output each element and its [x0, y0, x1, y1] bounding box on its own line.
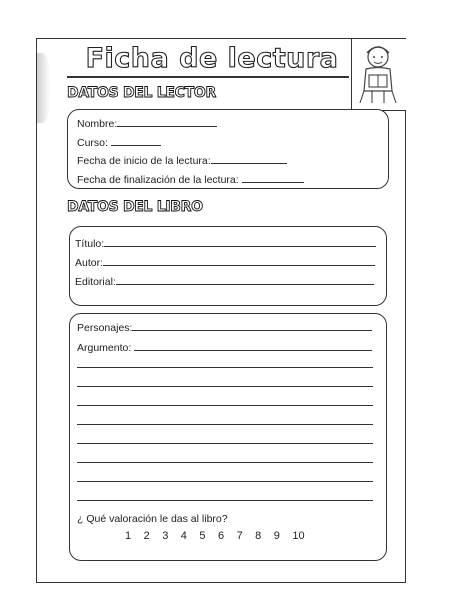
- rating-option[interactable]: 8: [255, 530, 262, 542]
- end-date-line: [242, 173, 304, 183]
- rating-scale: [125, 530, 311, 542]
- start-date-field[interactable]: [77, 154, 287, 167]
- reader-section-heading: DATOS DEL LECTOR: [67, 85, 216, 101]
- start-date-label: Fecha de inicio de la lectura:: [77, 155, 211, 167]
- author-label: Autor:: [75, 257, 104, 269]
- title-field[interactable]: [75, 237, 376, 250]
- title-line: [104, 237, 376, 247]
- characters-field[interactable]: [77, 321, 372, 334]
- author-field[interactable]: [75, 256, 375, 269]
- name-field[interactable]: [77, 117, 217, 130]
- rating-option[interactable]: 2: [143, 530, 150, 542]
- publisher-line: [116, 275, 374, 285]
- rating-option[interactable]: 3: [162, 530, 169, 542]
- rating-option[interactable]: 1: [125, 530, 132, 542]
- rating-option[interactable]: 5: [199, 530, 206, 542]
- page-curl-decoration: [37, 53, 51, 123]
- plot-label: Argumento:: [77, 342, 132, 354]
- characters-label: Personajes:: [77, 322, 133, 334]
- end-date-label: Fecha de finalización de la lectura:: [77, 174, 239, 186]
- rating-option[interactable]: 4: [180, 530, 187, 542]
- writing-line[interactable]: [77, 386, 373, 387]
- writing-line[interactable]: [77, 424, 373, 425]
- writing-line[interactable]: [77, 367, 373, 368]
- book-section-heading: DATOS DEL LIBRO: [67, 199, 203, 215]
- page-title: Ficha de lectura: [85, 43, 339, 74]
- rating-option[interactable]: 7: [236, 530, 243, 542]
- writing-line[interactable]: [77, 462, 373, 463]
- child-reading-illustration-icon: [351, 39, 406, 111]
- publisher-field[interactable]: [75, 275, 374, 288]
- plot-field[interactable]: [77, 341, 372, 354]
- rating-option[interactable]: 9: [273, 530, 280, 542]
- publisher-label: Editorial:: [75, 276, 116, 288]
- title-underline: [67, 76, 349, 78]
- rating-option[interactable]: 6: [217, 530, 225, 542]
- course-line: [111, 136, 161, 146]
- course-label: Curso:: [77, 137, 108, 149]
- name-line: [117, 117, 217, 127]
- writing-line[interactable]: [77, 443, 373, 444]
- rating-question: ¿ Qué valoración le das al libro?: [77, 513, 228, 525]
- reading-sheet: [36, 38, 406, 583]
- plot-line: [134, 341, 372, 351]
- writing-line[interactable]: [77, 405, 373, 406]
- start-date-line: [211, 154, 287, 164]
- end-date-field[interactable]: [77, 173, 304, 186]
- writing-line[interactable]: [77, 500, 373, 501]
- characters-line: [132, 321, 372, 331]
- rating-option[interactable]: 10: [292, 530, 305, 542]
- name-label: Nombre:: [77, 118, 118, 130]
- course-field[interactable]: [77, 136, 161, 149]
- author-line: [103, 256, 375, 266]
- title-label: Título:: [75, 238, 105, 250]
- writing-line[interactable]: [77, 481, 373, 482]
